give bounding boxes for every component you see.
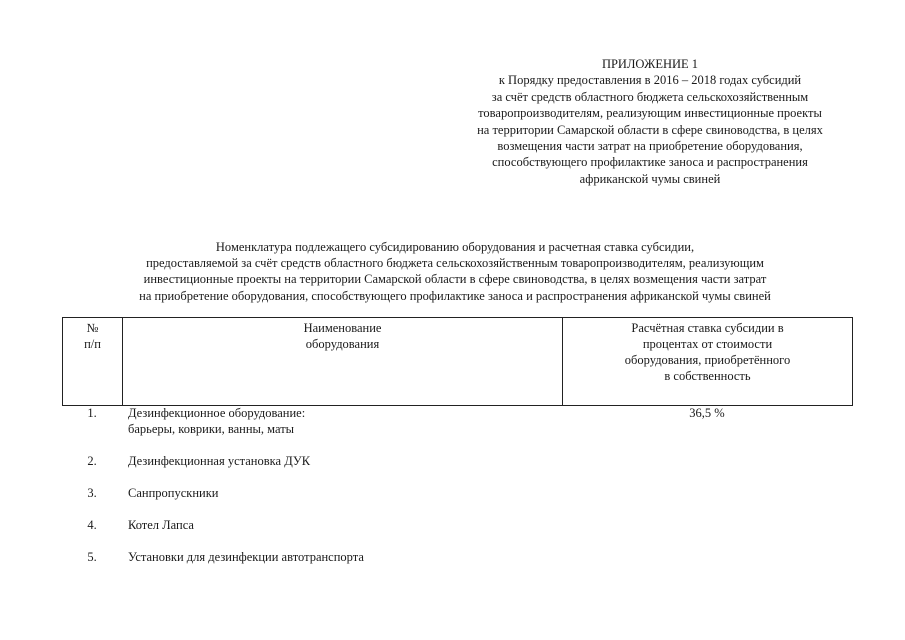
header-rate-line: процентах от стоимости [642, 337, 773, 351]
row-name-line: Санпропускники [128, 486, 219, 500]
header-num-line: п/п [84, 337, 101, 351]
row-number: 1. [87, 406, 97, 420]
header-rate-line: в собственность [664, 369, 751, 383]
appendix-line: возмещения части затрат на приобретение оборудования, [497, 139, 803, 154]
header-name-line: Наименование [303, 321, 382, 335]
document-title [60, 239, 850, 304]
title-line: Номенклатура подлежащего субсидированию оборудования и расчетная ставка субсидии, [215, 240, 695, 254]
header-rate-line: Расчётная ставка субсидии в [631, 321, 784, 335]
title-line: на приобретение оборудования, способствующего профилактике заноса и распространения африканской чумы свиней [139, 288, 771, 303]
appendix-line: за счёт средств областного бюджета сельскохозяйственным [491, 89, 809, 104]
row-name-line: Дезинфекционное оборудование: [128, 406, 306, 420]
row-number: 4. [87, 518, 97, 532]
row-number: 3. [87, 486, 97, 500]
title-line: инвестиционные проекты на территории Самарской области в сфере свиноводства, в целях возмещения части затрат [143, 272, 767, 287]
row-name-line: барьеры, коврики, ванны, маты [128, 422, 295, 436]
row-number: 5. [87, 550, 97, 564]
appendix-line: товаропроизводителям, реализующим инвестиционные проекты [478, 106, 822, 121]
row-name-line: Дезинфекционная установка ДУК [128, 454, 311, 468]
appendix-block [440, 56, 860, 187]
table-header [62, 317, 853, 406]
row-name [128, 453, 558, 469]
header-rate [563, 318, 853, 406]
appendix-line: к Порядку предоставления в 2016 – 2018 годах субсидий [498, 73, 802, 88]
appendix-heading: ПРИЛОЖЕНИЕ 1 [601, 57, 699, 71]
row-number: 2. [87, 454, 97, 468]
row-rate: 36,5 % [689, 406, 725, 420]
appendix-line: способствующего профилактике заноса и распространения [492, 155, 808, 170]
row-name-line: Котел Лапса [128, 518, 194, 532]
header-name [123, 318, 563, 406]
row-name [128, 549, 558, 565]
row-name [128, 485, 558, 501]
header-name-line: оборудования [305, 337, 380, 351]
header-num-line: № [86, 321, 99, 335]
appendix-line: на территории Самарской области в сфере свиноводства, в целях [477, 122, 823, 137]
row-name [128, 405, 558, 437]
header-num [63, 318, 123, 406]
row-name [128, 517, 558, 533]
header-rate-line: оборудования, приобретённого [624, 353, 791, 367]
row-name-line: Установки для дезинфекции автотранспорта [128, 550, 364, 564]
title-line: предоставляемой за счёт средств областного бюджета сельскохозяйственным товаропроизводителям, реализующим [146, 256, 764, 271]
appendix-line: африканской чумы свиней [579, 171, 721, 186]
